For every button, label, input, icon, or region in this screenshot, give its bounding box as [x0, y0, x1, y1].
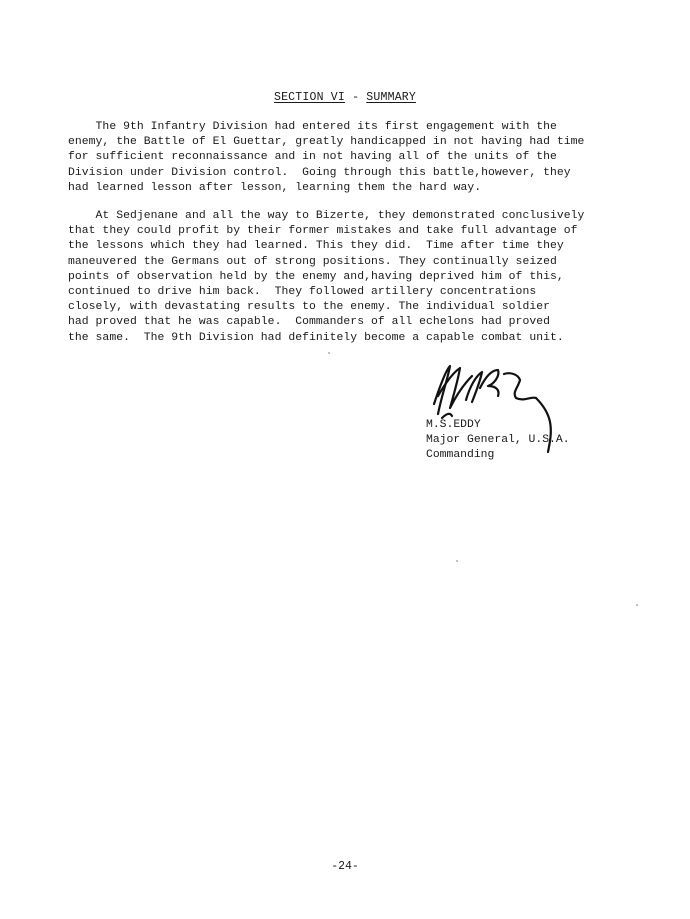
paragraph-line: Division under Division control. Going through this battle,however, they	[68, 166, 571, 179]
signer-name: M.S.EDDY	[426, 419, 481, 431]
paragraph-2	[68, 209, 628, 346]
signature-block	[426, 418, 570, 464]
paragraph-line: At Sedjenane and all the way to Bizerte, they demonstrated conclusively	[68, 210, 585, 222]
paragraph-line: the same. The 9th Division had definitely become a capable combat unit.	[68, 331, 564, 344]
paragraph-line: had learned lesson after lesson, learning them the hard way.	[68, 181, 482, 194]
paragraph-1	[68, 120, 628, 196]
scan-speck	[328, 352, 330, 354]
paragraph-line: enemy, the Battle of El Guettar, greatly handicapped in not having had time	[68, 136, 585, 149]
section-heading	[0, 91, 690, 104]
paragraph-line: that they could profit by their former mistakes and take full advantage of	[68, 225, 578, 238]
page-number: -24-	[331, 860, 359, 873]
paragraph-line: had proved that he was capable. Commanders of all echelons had proved	[68, 316, 550, 329]
signer-role: Commanding	[426, 449, 495, 462]
paragraph-line: points of observation held by the enemy and,having deprived him of this,	[68, 270, 564, 283]
paragraph-line: The 9th Infantry Division had entered its first engagement with the	[68, 121, 557, 133]
scan-speck	[636, 604, 638, 606]
paragraph-line: closely, with devastating results to the enemy. The individual soldier	[68, 301, 550, 314]
paragraph-line: maneuvered the Germans out of strong positions. They continually seized	[68, 255, 557, 268]
scan-speck	[456, 560, 458, 562]
section-heading-separator: -	[344, 91, 367, 104]
section-heading-title: SUMMARY	[366, 91, 417, 104]
paragraph-line: for sufficient reconnaissance and in not having all of the units of the	[68, 151, 557, 164]
signer-rank: Major General, U.S.A.	[426, 434, 570, 447]
section-heading-prefix: SECTION VI	[273, 91, 345, 104]
paragraph-line: the lessons which they had learned. This they did. Time after time they	[68, 240, 564, 253]
paragraph-line: continued to drive him back. They followed artillery concentrations	[68, 286, 537, 299]
